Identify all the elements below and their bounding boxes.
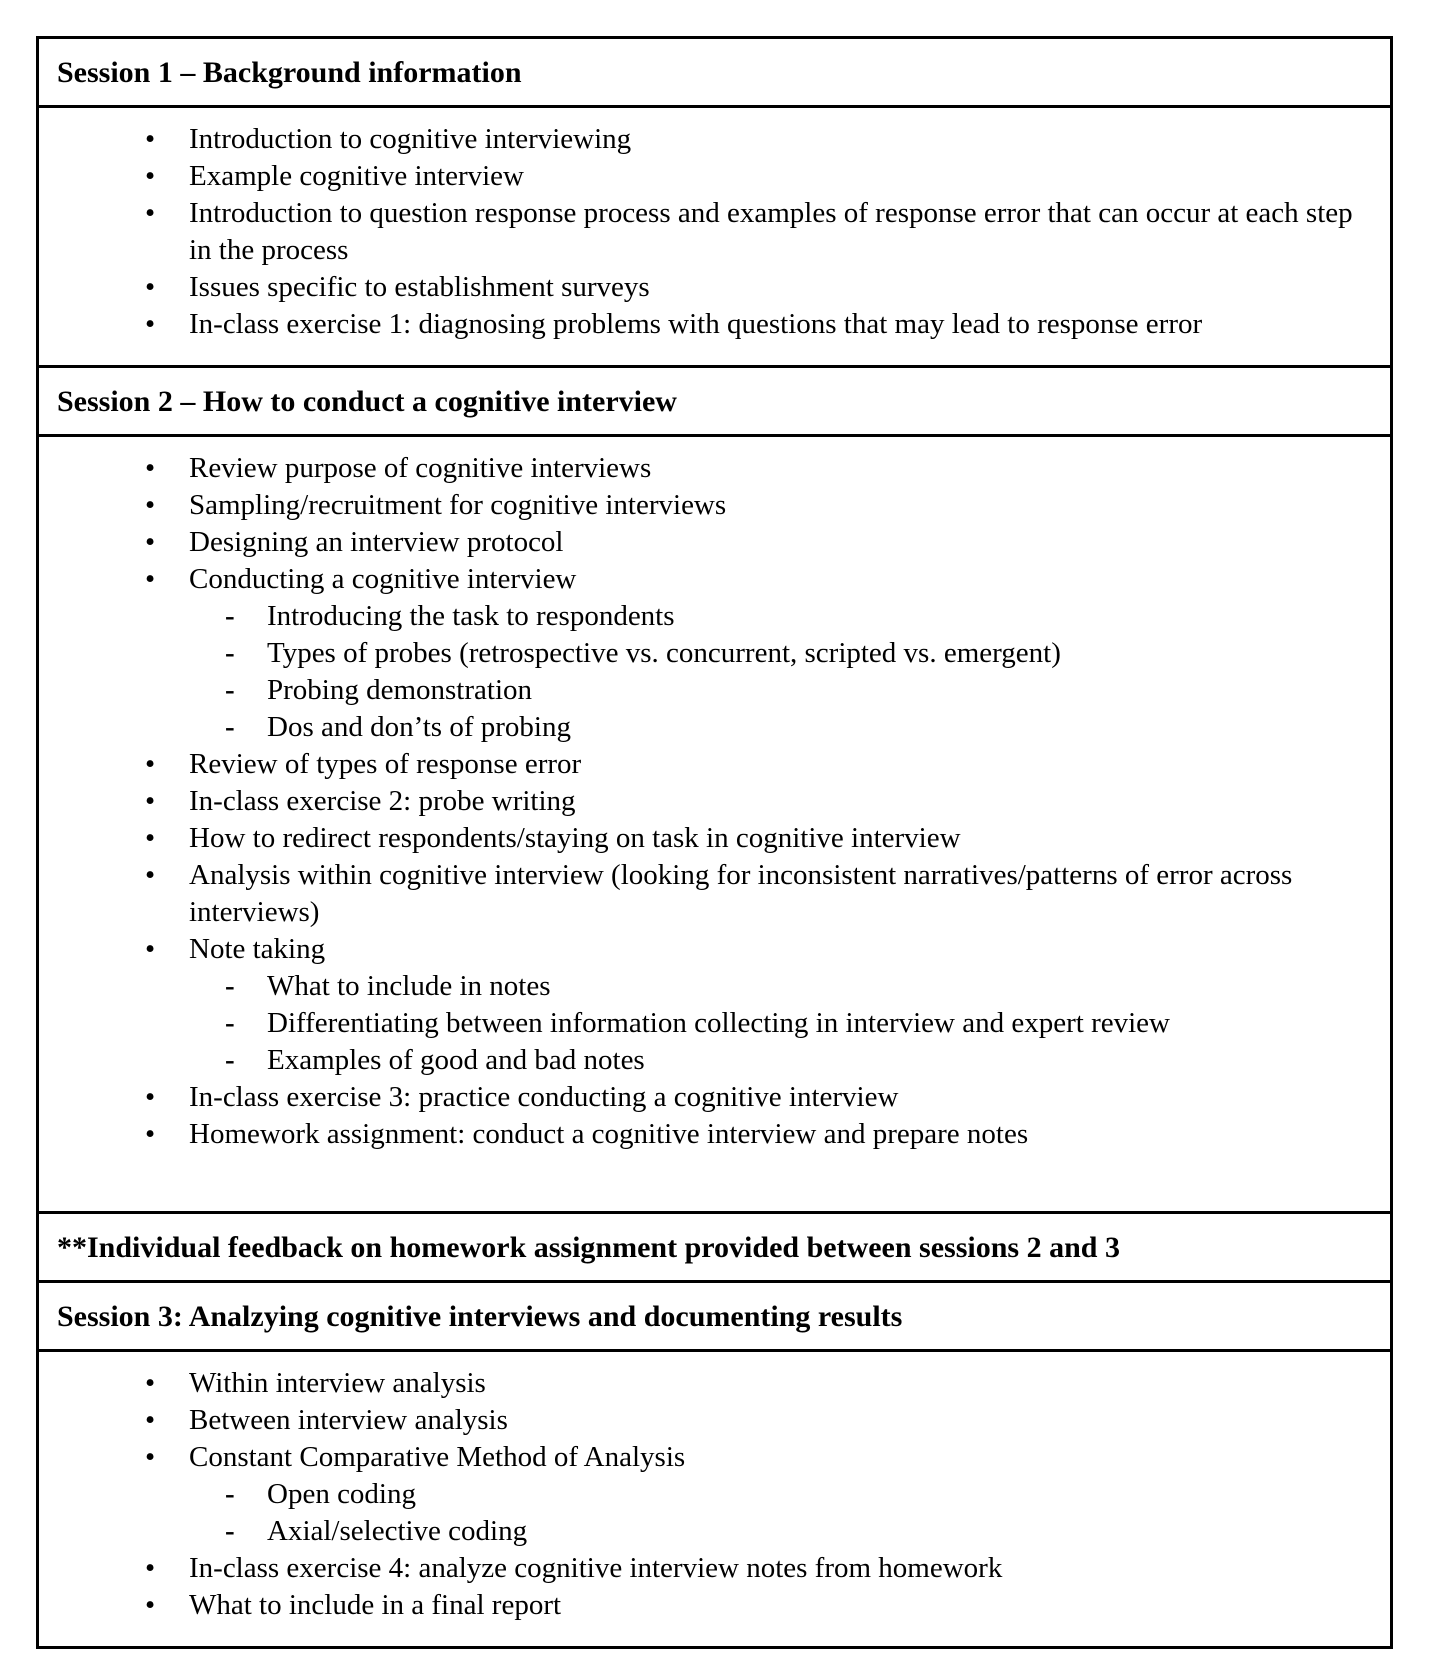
topic-item [39,158,1376,195]
topic-text: In-class exercise 1: diagnosing problems with questions that may lead to response error [189,308,1203,340]
subtopic-item [39,1005,1376,1042]
topic-text: Constant Comparative Method of Analysis [189,1441,686,1473]
topic-text: Review of types of response error [189,748,582,780]
bullet-icon: • [145,160,156,192]
topic-item [39,1439,1376,1476]
bullet-icon: • [145,1081,156,1113]
topic-text: Introduction to cognitive interviewing [189,123,632,155]
dash-icon: - [225,1007,235,1039]
topic-item [39,121,1376,158]
dash-icon: - [225,674,235,706]
topic-text: How to redirect respondents/staying on task in cognitive interview [189,822,961,854]
bullet-icon: • [145,123,156,155]
bullet-icon: • [145,1441,156,1473]
bullet-icon: • [145,1404,156,1436]
section-header: **Individual feedback on homework assignment provided between sessions 2 and 3 [39,1214,1390,1283]
bullet-icon: • [145,197,156,229]
subtopic-item [39,672,1376,709]
dash-icon: - [225,637,235,669]
bullet-icon: • [145,822,156,854]
topic-text: Between interview analysis [189,1404,508,1436]
dash-icon: - [225,1515,235,1547]
topic-item [39,1365,1376,1402]
topic-text: Introduction to question response process and examples of response error that can occur at each step in the process [189,197,1353,266]
section-header: Session 2 – How to conduct a cognitive interview [39,368,1390,437]
bullet-icon: • [145,1118,156,1150]
topic-item [39,1402,1376,1439]
bullet-icon: • [145,933,156,965]
subtopic-item [39,709,1376,746]
subtopic-item [39,1513,1376,1550]
bullet-icon: • [145,785,156,817]
subtopic-item [39,598,1376,635]
bullet-icon: • [145,271,156,303]
topic-text: Sampling/recruitment for cognitive interviews [189,489,727,521]
topic-text: Review purpose of cognitive interviews [189,452,652,484]
topic-item [39,524,1376,561]
topic-text: Dos and don’ts of probing [267,711,571,743]
topic-text: Issues specific to establishment surveys [189,271,650,303]
topic-text: Note taking [189,933,326,965]
topic-item [39,306,1376,343]
topic-item [39,450,1376,487]
section-content [39,1352,1390,1646]
topic-text: Probing demonstration [267,674,533,706]
topic-text: In-class exercise 4: analyze cognitive interview notes from homework [189,1552,1003,1584]
section-header: Session 3: Analzying cognitive interviews and documenting results [39,1283,1390,1352]
dash-icon: - [225,711,235,743]
topic-text: Axial/selective coding [267,1515,528,1547]
topic-text: In-class exercise 2: probe writing [189,785,576,817]
topic-item [39,1079,1376,1116]
course-outline-table [36,36,1393,1649]
section-header: Session 1 – Background information [39,39,1390,108]
topic-text: Designing an interview protocol [189,526,564,558]
topic-item [39,561,1376,598]
bullet-icon: • [145,1589,156,1621]
bullet-icon: • [145,563,156,595]
topic-item [39,1550,1376,1587]
topic-text: Types of probes (retrospective vs. concurrent, scripted vs. emergent) [267,637,1061,669]
topic-text: What to include in a final report [189,1589,562,1621]
bullet-icon: • [145,452,156,484]
subtopic-item [39,635,1376,672]
topic-text: Open coding [267,1478,416,1510]
dash-icon: - [225,600,235,632]
subtopic-item [39,968,1376,1005]
subtopic-item [39,1476,1376,1513]
dash-icon: - [225,1044,235,1076]
topic-item [39,857,1376,931]
topic-text: What to include in notes [267,970,551,1002]
topic-text: Conducting a cognitive interview [189,563,577,595]
dash-icon: - [225,970,235,1002]
topic-text: Examples of good and bad notes [267,1044,645,1076]
topic-item [39,746,1376,783]
topic-text: Analysis within cognitive interview (looking for inconsistent narratives/patterns of error across interviews) [189,859,1293,928]
bullet-icon: • [145,308,156,340]
topic-item [39,783,1376,820]
bullet-icon: • [145,748,156,780]
topic-text: Within interview analysis [189,1367,486,1399]
topic-item [39,195,1376,269]
topic-item [39,931,1376,968]
topic-text: Introducing the task to respondents [267,600,675,632]
bullet-icon: • [145,1367,156,1399]
topic-item [39,487,1376,524]
dash-icon: - [225,1478,235,1510]
bullet-icon: • [145,526,156,558]
section-content [39,108,1390,368]
topic-text: Example cognitive interview [189,160,525,192]
subtopic-item [39,1042,1376,1079]
bullet-icon: • [145,489,156,521]
topic-text: In-class exercise 3: practice conducting a cognitive interview [189,1081,899,1113]
topic-item [39,1587,1376,1624]
topic-text: Differentiating between information collecting in interview and expert review [267,1007,1170,1039]
topic-text: Homework assignment: conduct a cognitive interview and prepare notes [189,1118,1029,1150]
bullet-icon: • [145,859,156,891]
topic-item [39,269,1376,306]
topic-list [39,1365,1376,1624]
section-content [39,437,1390,1214]
topic-list [39,121,1376,343]
topic-list [39,450,1376,1153]
bullet-icon: • [145,1552,156,1584]
topic-item [39,1116,1376,1153]
topic-item [39,820,1376,857]
